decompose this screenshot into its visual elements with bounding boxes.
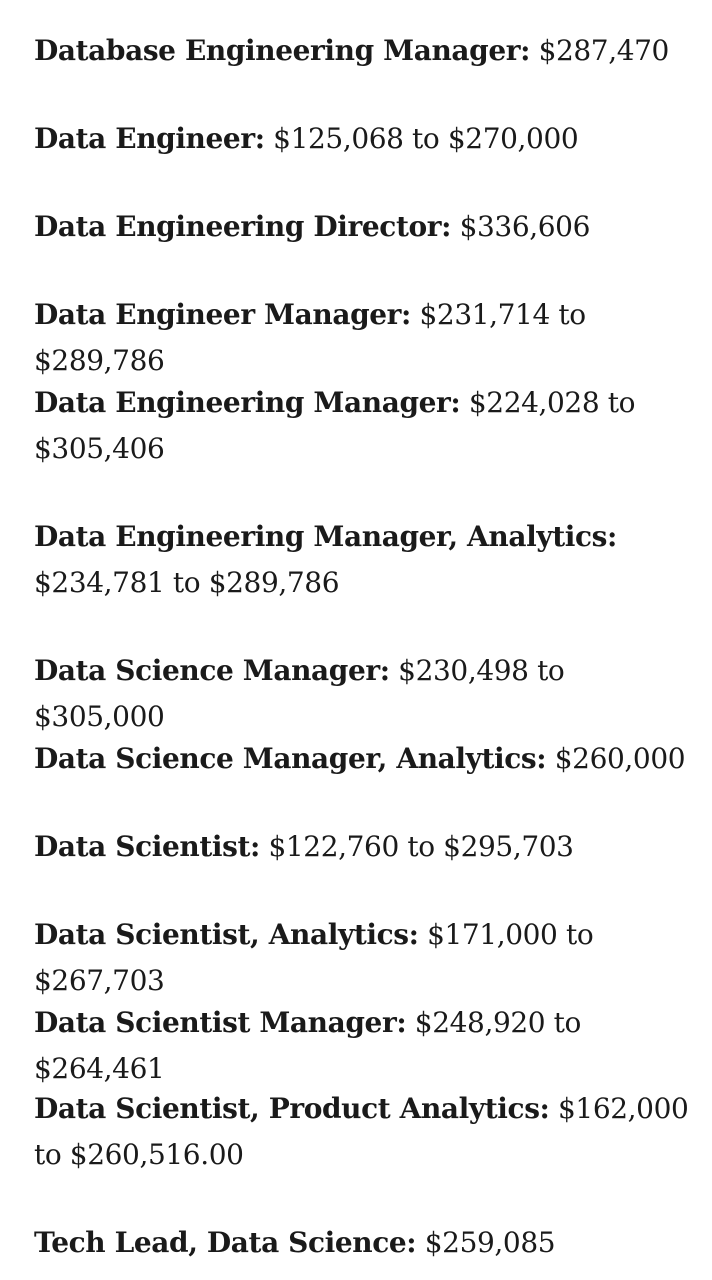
role-label: Data Science Manager: [34, 654, 390, 687]
salary-item [34, 204, 694, 250]
salary-item [34, 912, 694, 1004]
salary-item [34, 292, 694, 384]
role-label: Data Scientist: [34, 830, 260, 863]
role-label: Data Engineering Manager, Analytics: [34, 520, 617, 553]
role-label: Data Engineering Manager: [34, 386, 461, 419]
salary-item [34, 1086, 694, 1178]
salary-amount: $171,000 to $267,703 [34, 918, 594, 997]
salary-amount: $287,470 [538, 34, 669, 67]
role-label: Data Science Manager, Analytics: [34, 742, 547, 775]
salary-item [34, 28, 694, 74]
role-label: Data Engineering Director: [34, 210, 452, 243]
salary-amount: $260,000 [554, 742, 686, 775]
salary-item [34, 648, 694, 740]
salary-item [34, 736, 694, 782]
salary-item [34, 824, 694, 870]
salary-item [34, 380, 694, 472]
salary-amount: $162,000 to $260,516.00 [34, 1092, 689, 1171]
salary-item [34, 1000, 694, 1092]
salary-item [34, 1220, 694, 1266]
role-label: Data Scientist Manager: [34, 1006, 407, 1039]
role-label: Data Scientist, Product Analytics: [34, 1092, 550, 1125]
role-label: Tech Lead, Data Science: [34, 1226, 417, 1259]
salary-amount: $224,028 to $305,406 [34, 386, 636, 465]
salary-amount: $234,781 to $289,786 [34, 566, 340, 599]
salary-item [34, 116, 694, 162]
salary-amount: $122,760 to $295,703 [268, 830, 574, 863]
salary-amount: $259,085 [424, 1226, 556, 1259]
salary-amount: $231,714 to $289,786 [34, 298, 586, 377]
salary-amount: $248,920 to $264,461 [34, 1006, 581, 1085]
role-label: Data Engineer: [34, 122, 265, 155]
role-label: Data Scientist, Analytics: [34, 918, 419, 951]
salary-amount: $230,498 to $305,000 [34, 654, 565, 733]
role-label: Database Engineering Manager: [34, 34, 531, 67]
salary-amount: $125,068 to $270,000 [273, 122, 579, 155]
salary-amount: $336,606 [459, 210, 590, 243]
role-label: Data Engineer Manager: [34, 298, 411, 331]
salary-item [34, 514, 694, 606]
